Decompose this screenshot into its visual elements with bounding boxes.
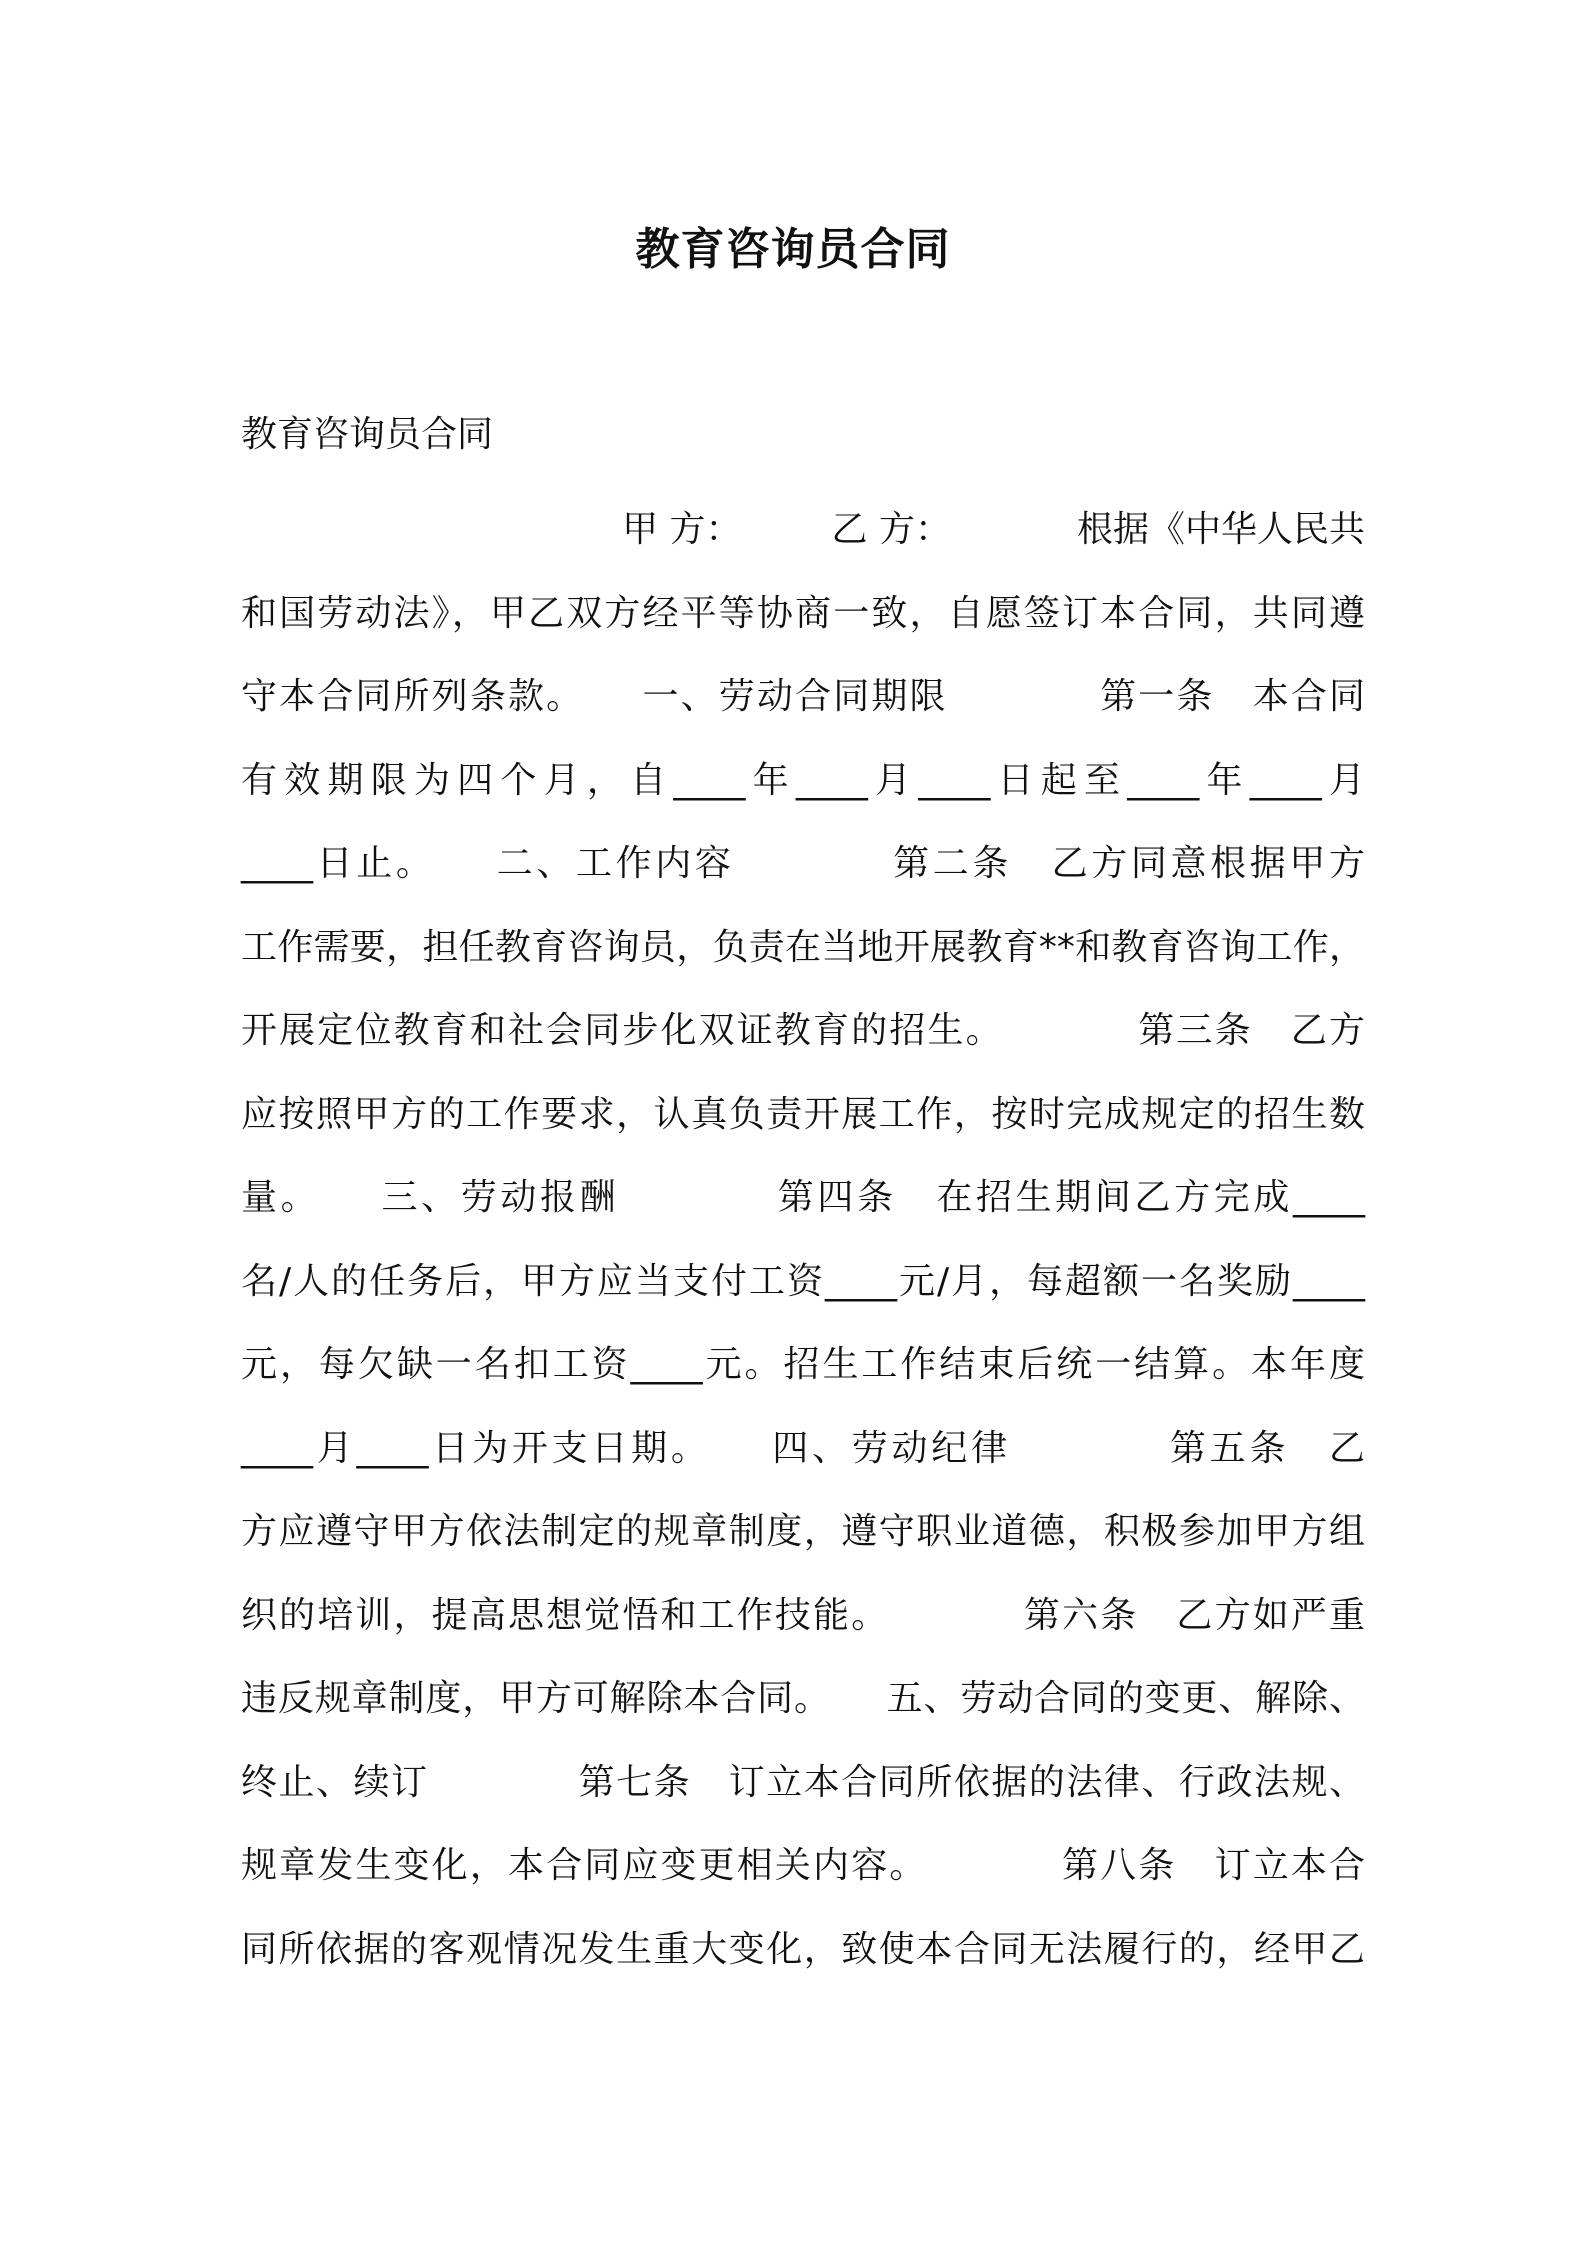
body-line: 守本合同所列条款。 一、劳动合同期限 第一条 本合同 — [241, 676, 1365, 717]
body-line: 开展定位教育和社会同步化双证教育的招生。 第三条 乙方 — [241, 1010, 1365, 1051]
body-line: 量。 三、劳动报酬 第四条 在招生期间乙方完成____ — [241, 1177, 1365, 1218]
body-line: ____月____日为开支日期。 四、劳动纪律 第五条 乙 — [241, 1427, 1365, 1469]
body-line: 方应遵守甲方依法制定的规章制度，遵守职业道德，积极参加甲方组 — [241, 1511, 1365, 1552]
body-line: 有效期限为四个月，自____年____月____日起至____年____月 — [241, 759, 1365, 801]
document-subtitle: 教育咨询员合同 — [241, 414, 494, 455]
body-line: 元，每欠缺一名扣工资____元。招生工作结束后统一结算。本年度 — [241, 1344, 1365, 1385]
body-line: 终止、续订 第七条 订立本合同所依据的法律、行政法规、 — [241, 1761, 1365, 1803]
body-line: 名/人的任务后，甲方应当支付工资____元/月，每超额一名奖励____ — [241, 1260, 1365, 1302]
body-line: 违反规章制度，甲方可解除本合同。 五、劳动合同的变更、解除、 — [241, 1678, 1365, 1719]
document-body — [241, 488, 1365, 1991]
body-line: ____日止。 二、工作内容 第二条 乙方同意根据甲方 — [241, 843, 1365, 884]
body-line: 织的培训，提高思想觉悟和工作技能。 第六条 乙方如严重 — [241, 1594, 1365, 1636]
body-line: 工作需要，担任教育咨询员，负责在当地开展教育**和教育咨询工作， — [241, 926, 1365, 968]
body-line: 同所依据的客观情况发生重大变化，致使本合同无法履行的，经甲乙 — [241, 1928, 1365, 1970]
body-line: 规章发生变化，本合同应变更相关内容。 第八条 订立本合 — [241, 1845, 1365, 1886]
body-line: 甲 方： 乙 方： 根据《中华人民共 — [622, 509, 1365, 550]
body-line: 和国劳动法》，甲乙双方经平等协商一致，自愿签订本合同，共同遵 — [241, 592, 1365, 634]
document-title: 教育咨询员合同 — [635, 224, 951, 275]
body-line: 应按照甲方的工作要求，认真负责开展工作，按时完成规定的招生数 — [241, 1093, 1365, 1135]
